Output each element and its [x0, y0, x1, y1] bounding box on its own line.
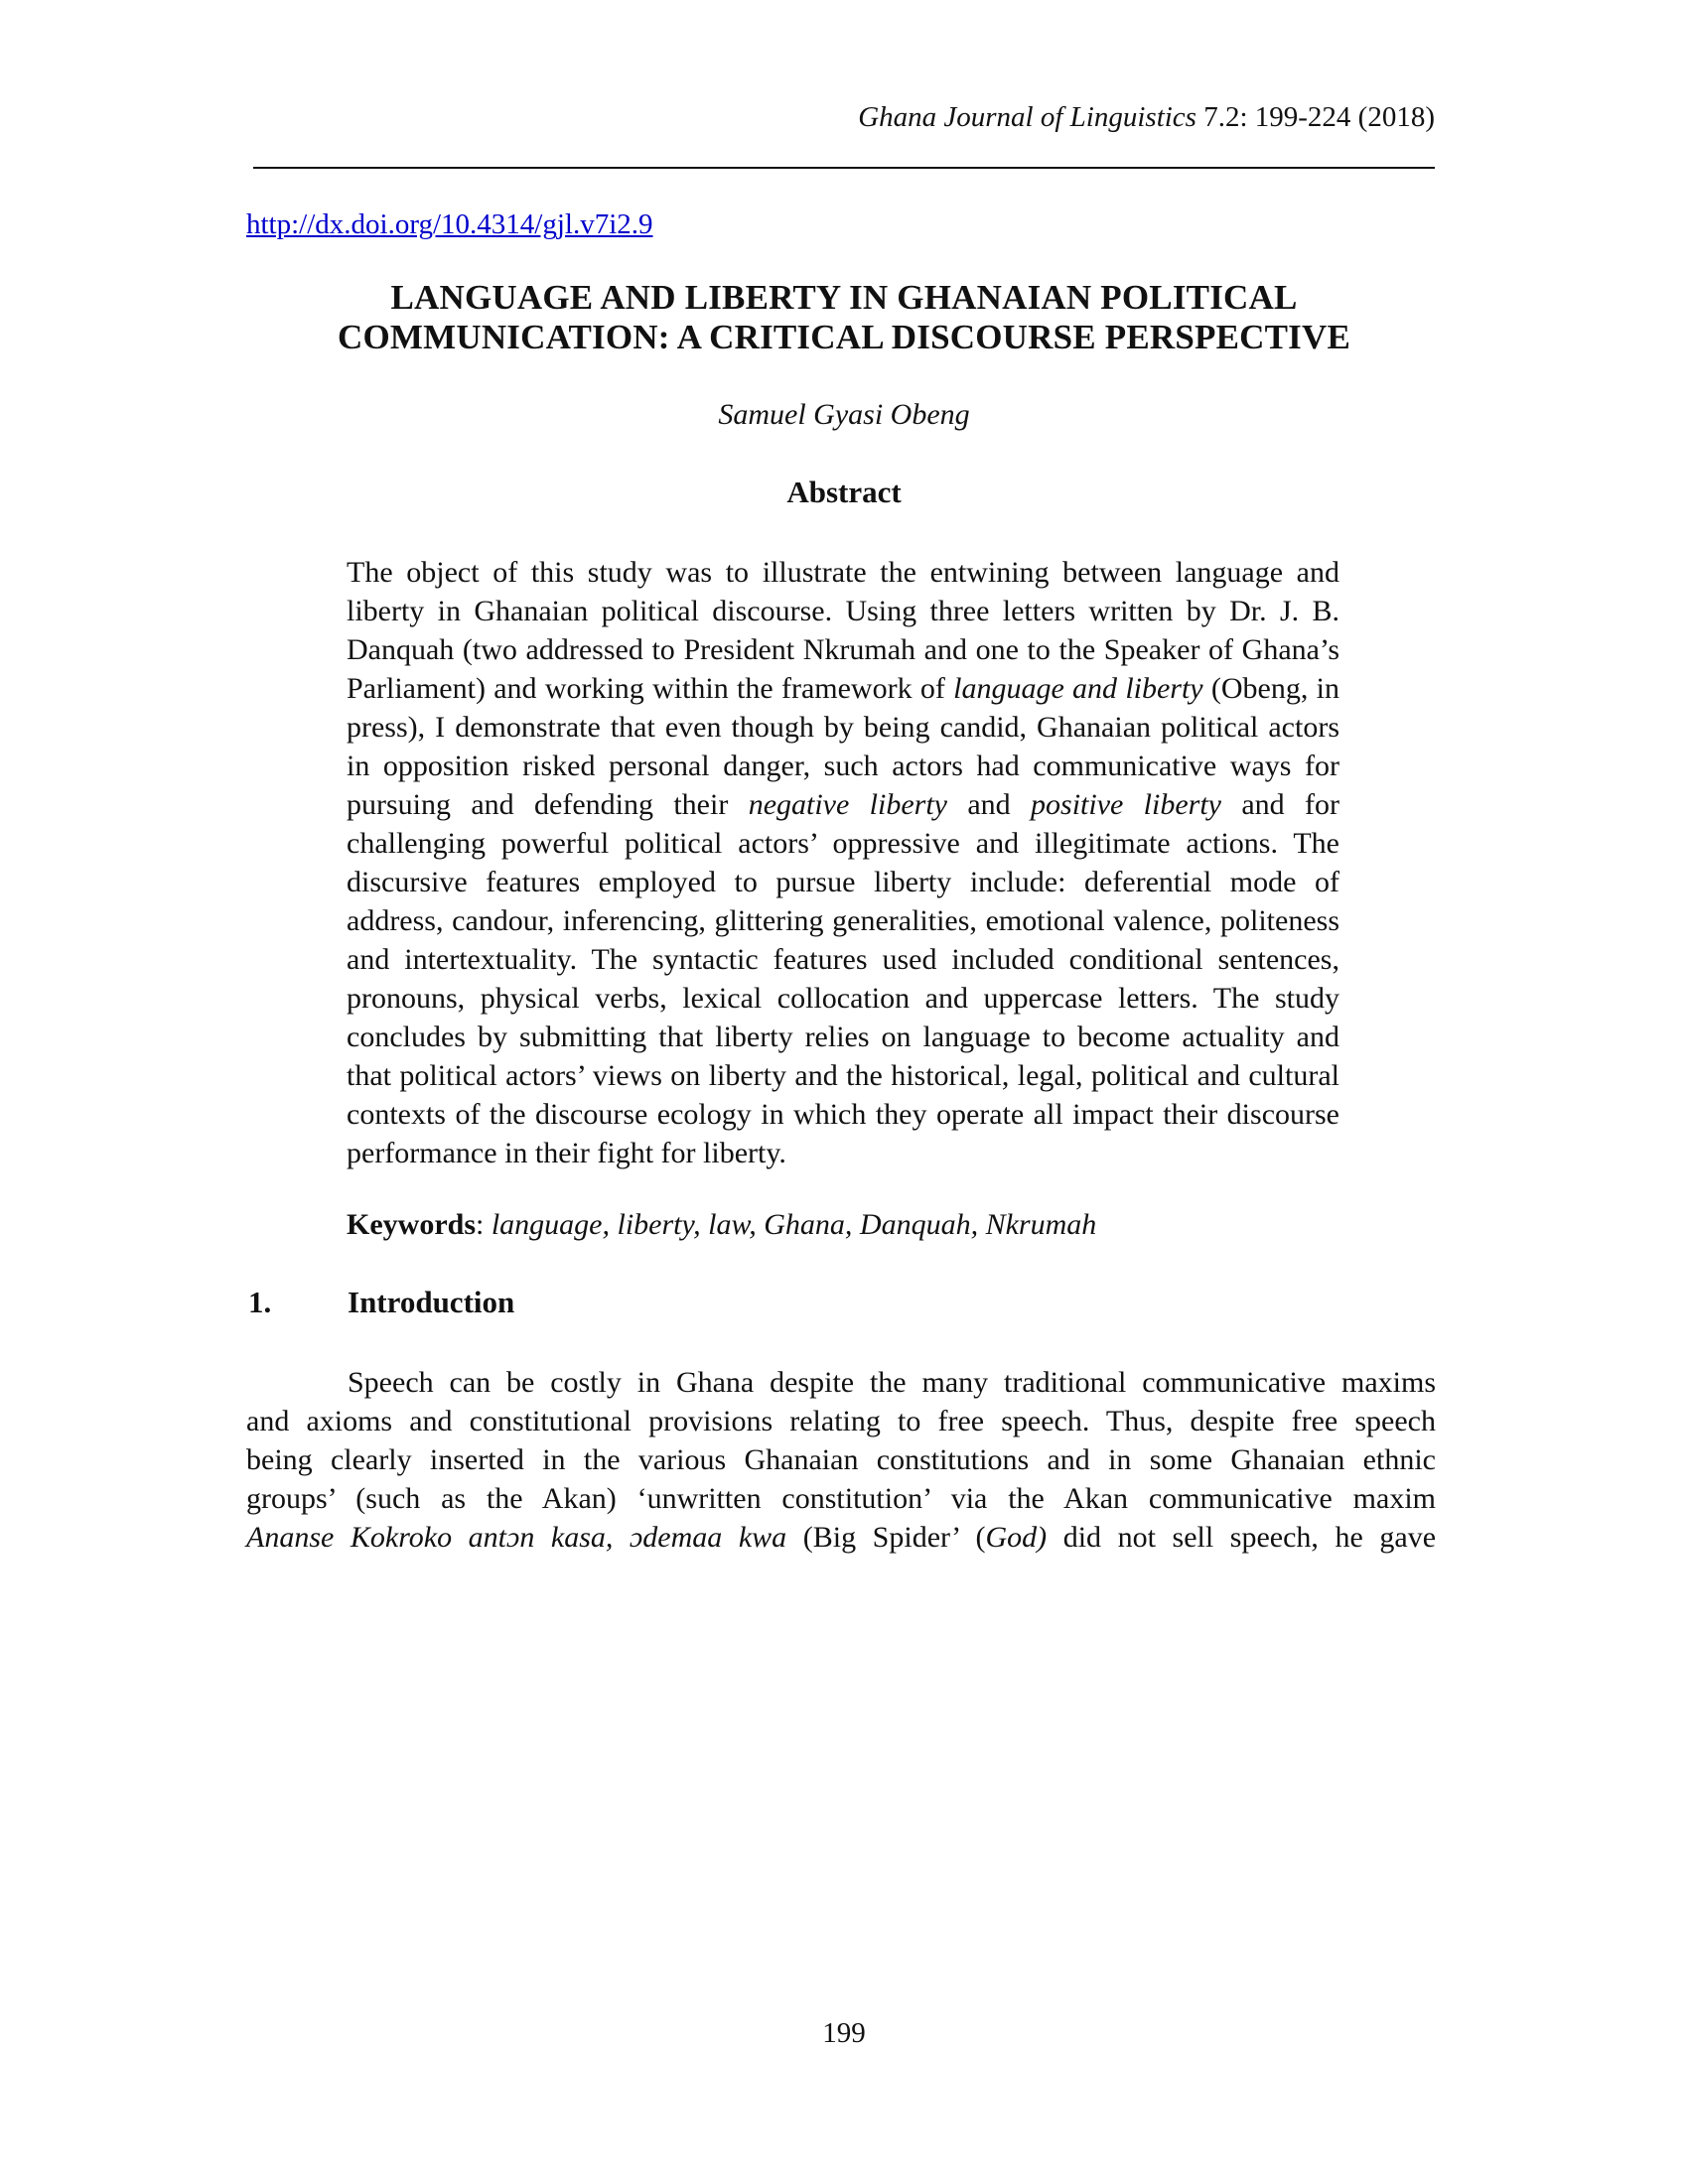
body-line: and axioms and constitutional provisions relating to free speech. Thus, despite free speech — [246, 1405, 1436, 1437]
introduction-paragraph — [246, 1363, 1436, 1557]
abstract-line: in opposition risked personal danger, such actors had communicative ways for — [347, 750, 1339, 782]
author-name: Samuel Gyasi Obeng — [718, 398, 970, 431]
body-line: Speech can be costly in Ghana despite the many traditional communicative maxims — [348, 1366, 1436, 1399]
journal-citation: 7.2: 199-224 (2018) — [1196, 101, 1435, 133]
abstract-line: concludes by submitting that liberty relies on language to become actuality and — [347, 1021, 1339, 1053]
abstract-line: that political actors’ views on liberty and the historical, legal, political and cultural — [347, 1059, 1339, 1092]
text-run: (Big Spider’ ( — [786, 1521, 986, 1554]
abstract-line — [347, 669, 1339, 708]
emphasis-language-and-liberty: language and liberty — [953, 672, 1203, 705]
abstract-line: liberty in Ghanaian political discourse. Using three letters written by Dr. J. B. — [347, 595, 1339, 627]
keywords-label: Keywords — [347, 1208, 476, 1241]
abstract-line: Danquah (two addressed to President Nkrumah and one to the Speaker of Ghana’s — [347, 633, 1339, 666]
text-run: Parliament) and working within the framework of — [347, 672, 954, 705]
emphasis-positive-liberty: positive liberty — [1031, 788, 1221, 821]
abstract-line: press), I demonstrate that even though by being candid, Ghanaian political actors — [347, 711, 1339, 744]
abstract-line: contexts of the discourse ecology in which they operate all impact their discourse — [347, 1098, 1339, 1131]
text-run: pursuing and defending their — [347, 788, 749, 821]
abstract-body — [347, 553, 1339, 1172]
section-title: Introduction — [348, 1285, 515, 1319]
abstract-line: pronouns, physical verbs, lexical collocation and uppercase letters. The study — [347, 982, 1339, 1015]
text-run: (Obeng, in — [1202, 672, 1339, 705]
abstract-line: challenging powerful political actors’ oppressive and illegitimate actions. The — [347, 827, 1339, 860]
abstract-line: performance in their fight for liberty. — [347, 1137, 786, 1169]
keywords — [347, 1207, 1096, 1243]
keywords-values: language, liberty, law, Ghana, Danquah, Nkrumah — [491, 1208, 1097, 1241]
abstract-line: discursive features employed to pursue liberty include: deferential mode of — [347, 866, 1339, 898]
section-heading-introduction — [248, 1285, 514, 1320]
doi-link[interactable]: http://dx.doi.org/10.4314/gjl.v7i2.9 — [246, 208, 653, 240]
running-head — [858, 99, 1435, 135]
body-line: being clearly inserted in the various Ghanaian constitutions and in some Ghanaian ethnic — [246, 1443, 1436, 1476]
journal-name: Ghana Journal of Linguistics — [858, 101, 1196, 133]
paper-title — [248, 278, 1440, 357]
text-run: and — [946, 788, 1032, 821]
title-line-2: COMMUNICATION: A CRITICAL DISCOURSE PERSPECTIVE — [337, 318, 1350, 356]
abstract-line — [347, 785, 1339, 824]
abstract-line: and intertextuality. The syntactic features used included conditional sentences, — [347, 943, 1339, 976]
section-number: 1. — [248, 1285, 272, 1319]
body-line: groups’ (such as the Akan) ‘unwritten constitution’ via the Akan communicative maxim — [246, 1482, 1436, 1515]
page-number: 199 — [822, 2017, 866, 2049]
emphasis-negative-liberty: negative liberty — [748, 788, 947, 821]
emphasis-god: God) — [985, 1521, 1048, 1554]
text-run: and for — [1221, 788, 1340, 821]
abstract-heading: Abstract — [786, 475, 902, 509]
abstract-line: The object of this study was to illustrate the entwining between language and — [347, 556, 1339, 589]
text-run: did not sell speech, he gave — [1047, 1521, 1437, 1554]
keywords-separator: : — [476, 1208, 492, 1241]
header-rule — [253, 167, 1435, 169]
abstract-line: address, candour, inferencing, glittering generalities, emotional valence, politeness — [347, 904, 1339, 937]
title-line-1: LANGUAGE AND LIBERTY IN GHANAIAN POLITICAL — [390, 278, 1298, 317]
body-line — [246, 1518, 1436, 1557]
akan-maxim: Ananse Kokroko antɔn kasa, ɔdemaa kwa — [246, 1521, 787, 1554]
